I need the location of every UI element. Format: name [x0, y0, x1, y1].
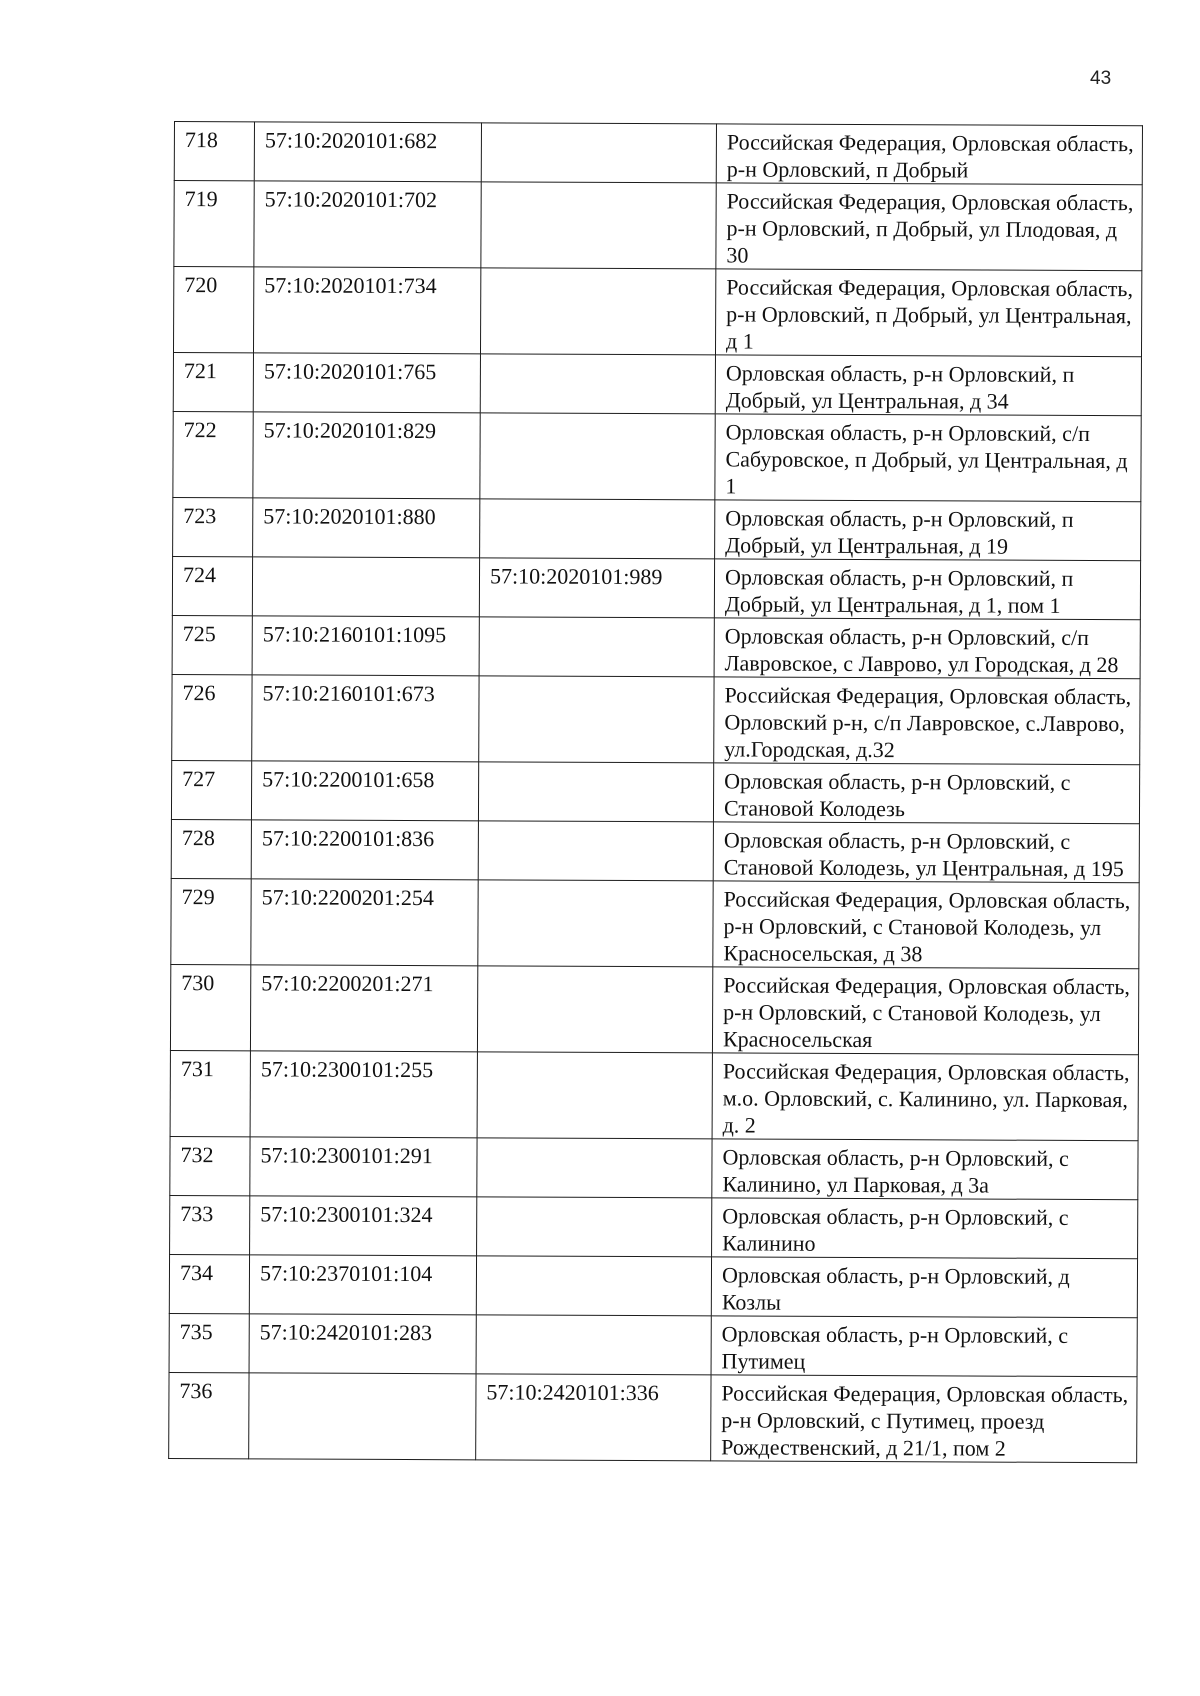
cadastral-number-cell: 57:10:2020101:734 — [253, 267, 480, 354]
cadastral-number-cell — [249, 1373, 476, 1460]
row-number-cell: 723 — [173, 497, 253, 556]
row-number-cell: 721 — [173, 352, 253, 411]
cadastral-number-cell: 57:10:2200101:836 — [251, 820, 478, 880]
row-number-cell: 719 — [174, 181, 254, 267]
address-cell: Российская Федерация, Орловская область, м.о. Орловский, с. Калинино, ул. Парковая, д. 2 — [712, 1053, 1138, 1141]
address-cell: Орловская область, р-н Орловский, с/п Сабуровское, п Добрый, ул Центральная, д 1 — [715, 414, 1141, 502]
row-number-cell: 724 — [172, 556, 252, 615]
row-number-cell: 728 — [171, 819, 251, 878]
row-number-cell: 718 — [174, 122, 254, 181]
parent-cadastral-number-cell — [476, 1315, 711, 1375]
row-number-cell: 734 — [169, 1254, 249, 1313]
row-number-cell: 729 — [171, 878, 251, 964]
address-cell: Российская Федерация, Орловская область, Орловский р-н, с/п Лавровское, с.Лаврово, ул.Городская, д.32 — [714, 677, 1140, 765]
parent-cadastral-number-cell — [480, 499, 715, 559]
row-number-cell: 726 — [172, 674, 252, 760]
cadastral-number-cell: 57:10:2200201:271 — [250, 965, 477, 1052]
registry-table-body — [169, 122, 1143, 1463]
table-row — [171, 819, 1139, 882]
parent-cadastral-number-cell: 57:10:2020101:989 — [479, 558, 714, 618]
row-number-cell: 736 — [169, 1372, 249, 1458]
cadastral-number-cell: 57:10:2020101:765 — [253, 353, 480, 413]
parent-cadastral-number-cell — [478, 762, 713, 822]
row-number-cell: 720 — [173, 267, 253, 353]
cadastral-number-cell: 57:10:2200101:658 — [251, 761, 478, 821]
cadastral-number-cell: 57:10:2200201:254 — [251, 879, 478, 966]
parent-cadastral-number-cell: 57:10:2420101:336 — [476, 1374, 711, 1461]
table-row — [170, 964, 1138, 1054]
table-row — [170, 1136, 1138, 1199]
cadastral-number-cell: 57:10:2300101:324 — [250, 1196, 477, 1256]
table-row — [170, 1195, 1138, 1258]
parent-cadastral-number-cell — [481, 182, 716, 269]
address-cell: Российская Федерация, Орловская область, р-н Орловский, п Добрый — [716, 124, 1142, 185]
address-cell: Российская Федерация, Орловская область, р-н Орловский, с Путимец, проезд Рождественский, д 21/1, пом 2 — [711, 1375, 1137, 1463]
address-cell: Орловская область, р-н Орловский, п Добрый, ул Центральная, д 34 — [715, 355, 1141, 416]
table-row — [173, 352, 1141, 415]
cadastral-number-cell: 57:10:2420101:283 — [249, 1314, 476, 1374]
address-cell: Орловская область, р-н Орловский, п Добрый, ул Центральная, д 1, пом 1 — [714, 559, 1140, 620]
cadastral-number-cell — [252, 557, 479, 617]
table-row — [170, 1050, 1138, 1140]
row-number-cell: 727 — [171, 760, 251, 819]
address-cell: Российская Федерация, Орловская область, р-н Орловский, п Добрый, ул Плодовая, д 30 — [716, 183, 1142, 271]
cadastral-number-cell: 57:10:2160101:1095 — [252, 616, 479, 676]
address-cell: Орловская область, р-н Орловский, с Калинино, ул Парковая, д 3а — [712, 1139, 1138, 1200]
address-cell: Орловская область, р-н Орловский, с Калинино — [712, 1198, 1138, 1259]
table-row — [171, 760, 1139, 823]
table-row — [172, 556, 1140, 619]
address-cell: Орловская область, р-н Орловский, с Становой Колодезь — [713, 763, 1139, 824]
row-number-cell: 732 — [170, 1136, 250, 1195]
parent-cadastral-number-cell — [477, 1197, 712, 1257]
table-row — [169, 1372, 1137, 1462]
parent-cadastral-number-cell — [481, 123, 716, 183]
address-cell: Орловская область, р-н Орловский, п Добрый, ул Центральная, д 19 — [715, 500, 1141, 561]
cadastral-number-cell: 57:10:2020101:702 — [254, 181, 481, 268]
cadastral-number-cell: 57:10:2020101:682 — [254, 122, 481, 182]
address-cell: Российская Федерация, Орловская область, р-н Орловский, п Добрый, ул Центральная, д 1 — [715, 269, 1141, 357]
row-number-cell: 725 — [172, 615, 252, 674]
address-cell: Орловская область, р-н Орловский, с Путимец — [711, 1316, 1137, 1377]
table-row — [173, 267, 1141, 357]
parent-cadastral-number-cell — [478, 821, 713, 881]
cadastral-number-cell: 57:10:2160101:673 — [252, 675, 479, 762]
cadastral-number-cell: 57:10:2020101:829 — [253, 412, 480, 499]
parent-cadastral-number-cell — [476, 1256, 711, 1316]
table-row — [172, 615, 1140, 678]
address-cell: Российская Федерация, Орловская область, р-н Орловский, с Становой Колодезь, ул Красносельская, д 38 — [713, 881, 1139, 969]
address-cell: Орловская область, р-н Орловский, с Становой Колодезь, ул Центральная, д 195 — [713, 822, 1139, 883]
table-row — [169, 1254, 1137, 1317]
table-row — [174, 181, 1142, 271]
parent-cadastral-number-cell — [477, 1052, 712, 1139]
parent-cadastral-number-cell — [480, 268, 715, 355]
cadastral-number-cell: 57:10:2020101:880 — [253, 498, 480, 558]
row-number-cell: 735 — [169, 1313, 249, 1372]
address-cell: Орловская область, р-н Орловский, д Козлы — [711, 1257, 1137, 1318]
parent-cadastral-number-cell — [479, 676, 714, 763]
cadastral-number-cell: 57:10:2300101:255 — [250, 1051, 477, 1138]
table-row — [174, 122, 1142, 185]
row-number-cell: 733 — [170, 1195, 250, 1254]
table-row — [173, 411, 1141, 501]
table-row — [171, 878, 1139, 968]
cadastral-number-cell: 57:10:2300101:291 — [250, 1137, 477, 1197]
parent-cadastral-number-cell — [479, 617, 714, 677]
row-number-cell: 730 — [170, 964, 250, 1050]
address-cell: Российская Федерация, Орловская область, р-н Орловский, с Становой Колодезь, ул Красносельская — [712, 967, 1138, 1055]
cadastral-number-cell: 57:10:2370101:104 — [249, 1255, 476, 1315]
parent-cadastral-number-cell — [477, 1138, 712, 1198]
table-row — [172, 674, 1140, 764]
address-cell: Орловская область, р-н Орловский, с/п Лавровское, с Лаврово, ул Городская, д 28 — [714, 618, 1140, 679]
parent-cadastral-number-cell — [478, 880, 713, 967]
property-registry-table — [168, 121, 1143, 1463]
table-row — [169, 1313, 1137, 1376]
parent-cadastral-number-cell — [477, 966, 712, 1053]
table-row — [173, 497, 1141, 560]
parent-cadastral-number-cell — [480, 413, 715, 500]
page-number: 43 — [1090, 68, 1112, 89]
parent-cadastral-number-cell — [480, 354, 715, 414]
row-number-cell: 722 — [173, 411, 253, 497]
row-number-cell: 731 — [170, 1050, 250, 1136]
